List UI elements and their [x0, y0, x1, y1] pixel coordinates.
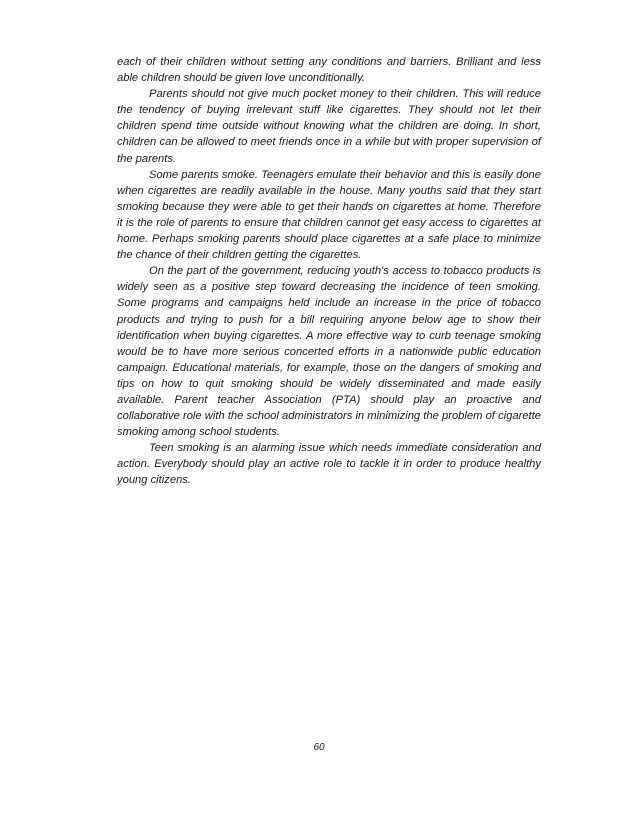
page-number: 60	[313, 742, 325, 753]
paragraph-parents-smoke: Some parents smoke. Teenagers emulate their behavior and this is easily done when cigarettes are readily available in the house. Many youths said that they start smoking because they were able to get their hands on cigarettes at home. Therefore it is the role of parents to ensure that children cannot get easy access to cigarettes at home. Perhaps smoking parents should place cigarettes at a safe place to minimize the chance of their children getting the cigarettes.	[117, 168, 541, 262]
paragraph-pocket-money: Parents should not give much pocket money to their children. This will reduce the tendency of buying irrelevant stuff like cigarettes. They should not let their children spend time outside without knowing what the children are doing. In short, children can be allowed to meet friends once in a while but with proper supervision of the parents.	[117, 88, 541, 165]
body-text	[117, 54, 541, 489]
paragraph-continued: each of their children without setting any conditions and barriers. Brilliant and less able children should be given love unconditionally.	[117, 56, 541, 85]
paragraph-conclusion: Teen smoking is an alarming issue which needs immediate consideration and action. Everybody should play an active role to tackle it in order to produce healthy young citizens.	[117, 442, 541, 487]
paragraph-government: On the part of the government, reducing youth's access to tobacco products is widely seen as a positive step toward decreasing the incidence of teen smoking. Some programs and campaigns held include an increase in the price of tobacco products and trying to push for a bill requiring anyone below age to show their identification when buying cigarettes. A more effective way to curb teenage smoking would be to have more serious concerted efforts in a nationwide public education campaign. Educational materials, for example, those on the dangers of smoking and tips on how to quit smoking should be widely disseminated and made easily available. Parent teacher Association (PTA) should play an proactive and collaborative role with the school administrators in minimizing the problem of cigarette smoking among school students.	[117, 265, 541, 439]
